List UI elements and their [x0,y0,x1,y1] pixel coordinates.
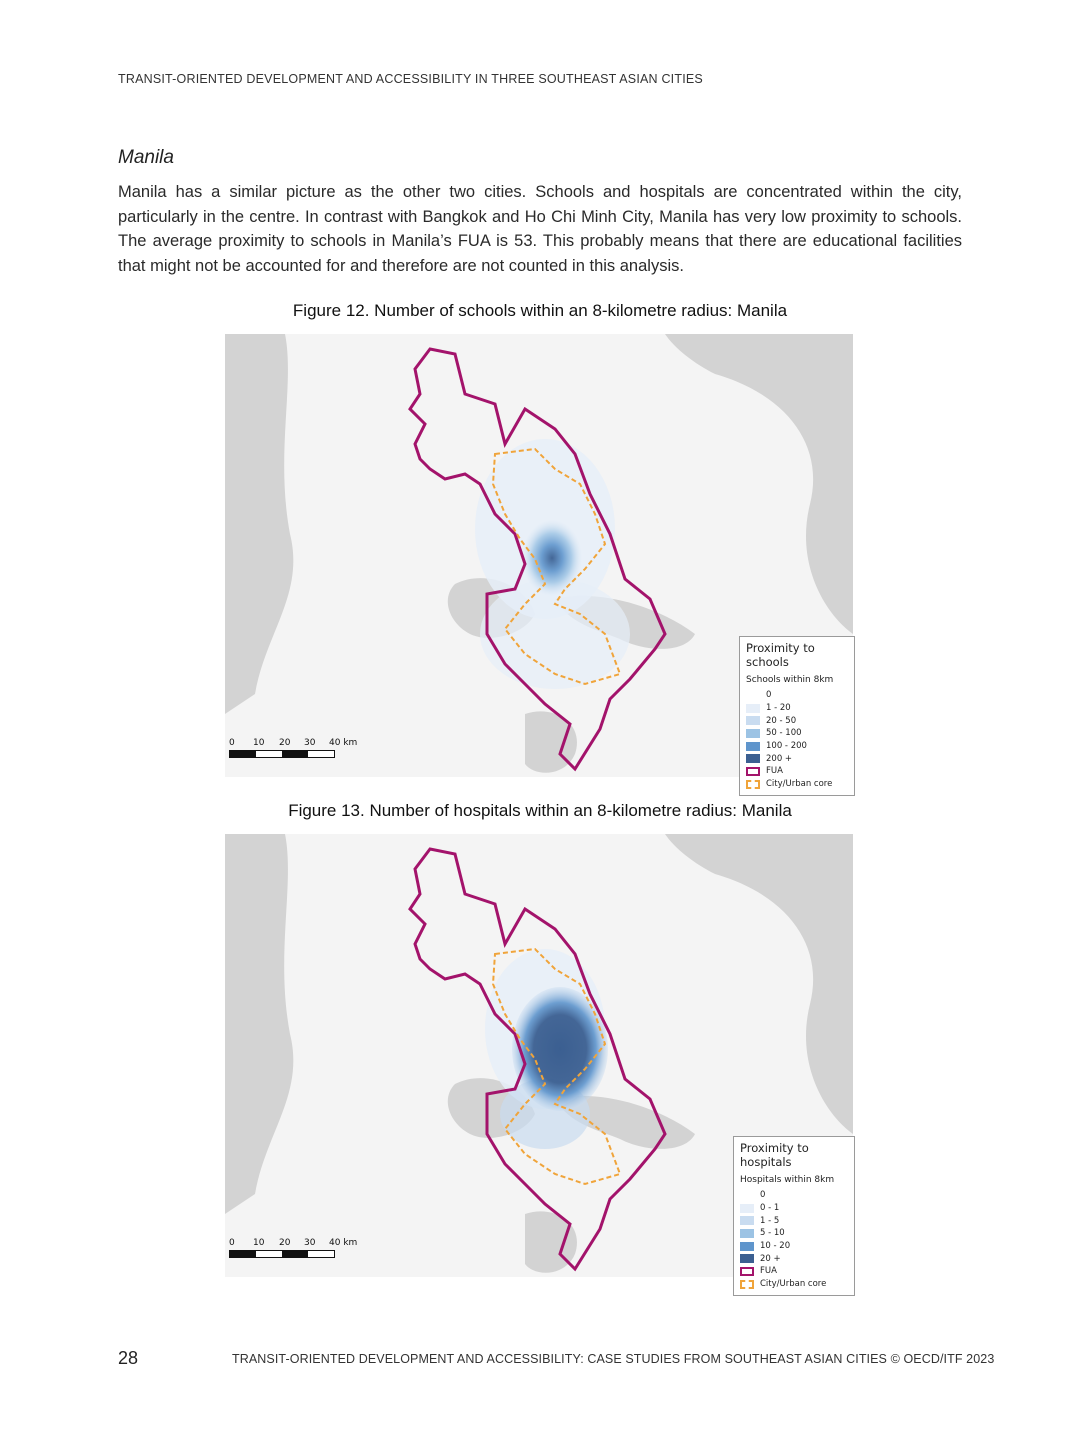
body-paragraph: Manila has a similar picture as the other two cities. Schools and hospitals are concentrated within the city, particularly in the centre. In contrast with Bangkok and Ho Chi Minh City, Manila has very low proximity to schools. The average proximity to schools in Manila’s FUA is 53. This probably means that there are educational facilities that might not be accounted for and therefore are not counted in this analysis. [118,183,962,275]
legend-item: City/Urban core [740,1278,848,1291]
legend-item: 5 - 10 [740,1227,848,1240]
legend-subtitle: Schools within 8km [746,675,834,685]
scale-label: 20 [279,1238,291,1248]
footer-text: TRANSIT-ORIENTED DEVELOPMENT AND ACCESSIBILITY: CASE STUDIES FROM SOUTHEAST ASIAN CITIES © OECD/ITF 2023 [232,1352,995,1366]
section-title: Manila [118,147,174,168]
legend-item: 0 - 1 [740,1202,848,1215]
legend-item: 20 + [740,1252,848,1265]
figure-13-map [225,834,853,1290]
figure-13-caption: Figure 13. Number of hospitals within an 8-kilometre radius: Manila [288,801,792,820]
scale-bar [229,750,335,758]
scale-label: 0 [229,1238,235,1248]
legend-item: FUA [740,1265,848,1278]
legend-item: 1 - 20 [746,702,848,715]
legend-item: 1 - 5 [740,1214,848,1227]
heat-core [522,520,582,596]
water-east [665,334,853,634]
legend-item: City/Urban core [746,778,848,791]
legend-item: 20 - 50 [746,714,848,727]
scale-label: 20 [279,738,291,748]
water-west [225,834,293,1214]
scale-label: 0 [229,738,235,748]
legend-item: 0 [746,689,848,702]
water-west [225,334,293,714]
scale-label: 40 km [329,1238,358,1248]
legend-item: 0 [740,1189,848,1202]
figure-12-scalebar [229,738,369,758]
scale-label: 30 [304,1238,316,1248]
scale-label: 40 km [329,738,358,748]
figure-12-caption: Figure 12. Number of schools within an 8-kilometre radius: Manila [292,301,788,320]
figure-13-legend [733,1136,855,1296]
running-header: TRANSIT-ORIENTED DEVELOPMENT AND ACCESSIBILITY IN THREE SOUTHEAST ASIAN CITIES [118,72,703,86]
page-number: 28 [118,1348,139,1368]
scale-label: 30 [304,738,316,748]
legend-item: FUA [746,765,848,778]
figure-12-map [225,334,853,790]
legend-item: 10 - 20 [740,1240,848,1253]
water-east [665,834,853,1134]
scale-label: 10 [253,1238,265,1248]
legend-item: 100 - 200 [746,740,848,753]
figure-13-scalebar [229,1238,369,1258]
figure-12-legend [739,636,855,796]
legend-subtitle: Hospitals within 8km [740,1175,835,1185]
legend-item: 50 - 100 [746,727,848,740]
legend-item: 200 + [746,752,848,765]
scale-bar [229,1250,335,1258]
legend-title: Proximity to schools [746,641,815,669]
scale-label: 10 [253,738,265,748]
legend-title: Proximity to hospitals [740,1141,809,1169]
